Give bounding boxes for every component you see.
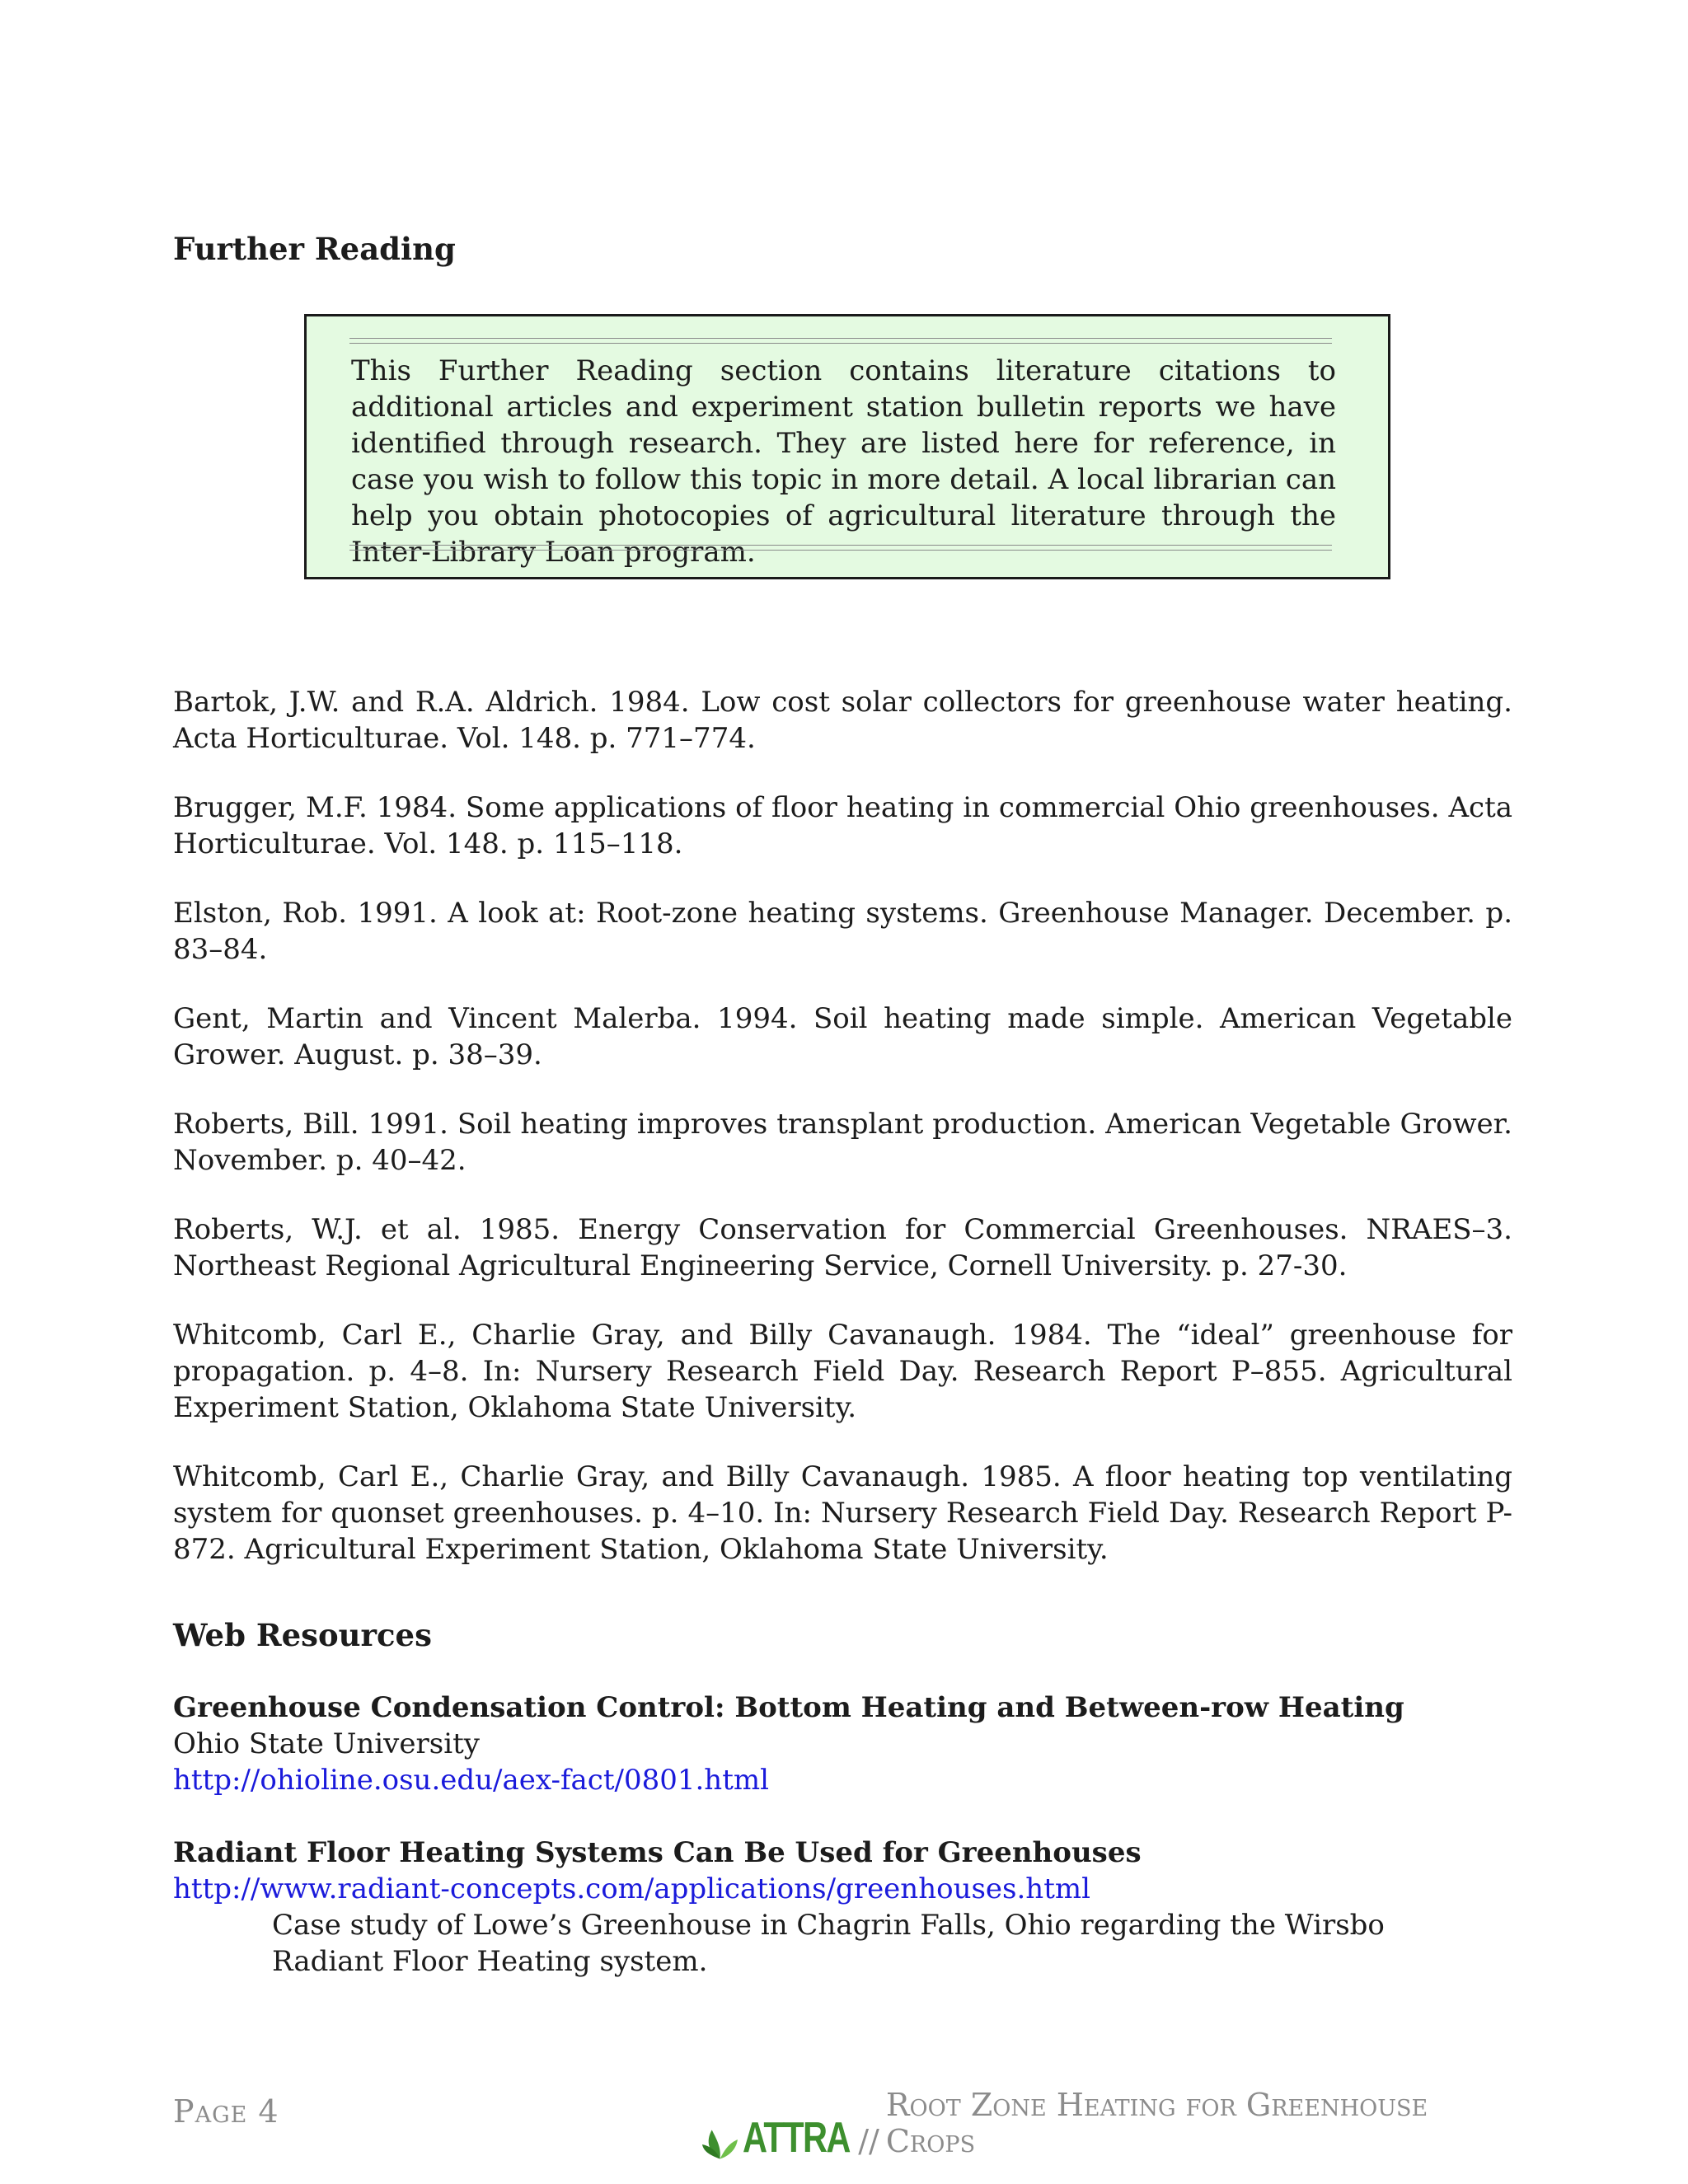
further-reading-note-box (304, 314, 1390, 579)
web-resource-link[interactable]: http://ohioline.osu.edu/aex-fact/0801.html (173, 1764, 769, 1797)
leaf-logo-icon (701, 2123, 739, 2163)
reference-item: Roberts, Bill. 1991. Soil heating improves transplant production. American Vegetable Grower. November. p. 40–42. (173, 1108, 1512, 1177)
page-number: Page 4 (173, 2093, 279, 2130)
reference-item: Bartok, J.W. and R.A. Aldrich. 1984. Low cost solar collectors for greenhouse water heating. Acta Horticulturae. Vol. 148. p. 771–774. (173, 686, 1512, 755)
reference-item: Elston, Rob. 1991. A look at: Root-zone heating systems. Greenhouse Manager. December. p. 83–84. (173, 897, 1512, 966)
reference-item: Whitcomb, Carl E., Charlie Gray, and Billy Cavanaugh. 1985. A floor heating top ventilating system for quonset greenhouses. p. 4–10. In: Nursery Research Field Day. Research Report P-872. Agricultural Experiment Station, Oklahoma State University. (173, 1460, 1512, 1566)
brand-name: ATTRA (742, 2114, 850, 2162)
reference-item: Roberts, W.J. et al. 1985. Energy Conservation for Commercial Greenhouses. NRAES–3. Northeast Regional Agricultural Engineering Service, Cornell University. p. 27-30. (173, 1213, 1512, 1282)
web-resource-title: Radiant Floor Heating Systems Can Be Used for Greenhouses (173, 1836, 1142, 1869)
further-reading-heading: Further Reading (173, 231, 456, 267)
web-resource-link[interactable]: http://www.radiant-concepts.com/applications/greenhouses.html (173, 1872, 1090, 1905)
further-reading-note: This Further Reading section contains literature citations to additional articles and experiment station bulletin reports we have identified through research. They are listed here for reference, in case you wish to follow this topic in more detail. A local librarian can help you obtain photocopies of agricultural literature through the Inter-Library Loan program. (351, 354, 1336, 569)
page-footer (173, 2087, 1512, 2162)
reference-item: Whitcomb, Carl E., Charlie Gray, and Billy Cavanaugh. 1984. The “ideal” greenhouse for propagation. p. 4–8. In: Nursery Research Field Day. Research Report P–855. Agricultural Experiment Station, Oklahoma State University. (173, 1319, 1512, 1424)
reference-item: Gent, Martin and Vincent Malerba. 1994. Soil heating made simple. American Vegetable Grower. August. p. 38–39. (173, 1002, 1512, 1071)
footer-separator: // (858, 2123, 879, 2159)
web-resource-item (173, 1690, 1512, 1798)
web-resource-title: Greenhouse Condensation Control: Bottom Heating and Between-row Heating (173, 1691, 1404, 1724)
web-resources-heading: Web Resources (173, 1617, 432, 1653)
web-resource-item (173, 1835, 1512, 1980)
footer-brand (701, 2087, 1512, 2163)
reference-item: Brugger, M.F. 1984. Some applications of floor heating in commercial Ohio greenhouses. Acta Horticulturae. Vol. 148. p. 115–118. (173, 791, 1512, 860)
web-resource-org: Ohio State University (173, 1727, 480, 1760)
note-top-rule (349, 338, 1332, 344)
document-title: Root Zone Heating for Greenhouse Crops (885, 2087, 1428, 2159)
web-resource-description: Case study of Lowe’s Greenhouse in Chagrin Falls, Ohio regarding the Wirsbo Radiant Floor Heating system. (272, 1909, 1385, 1978)
note-bottom-rule (349, 545, 1332, 551)
reference-list (173, 684, 1512, 1601)
web-resources-list (173, 1690, 1512, 2016)
